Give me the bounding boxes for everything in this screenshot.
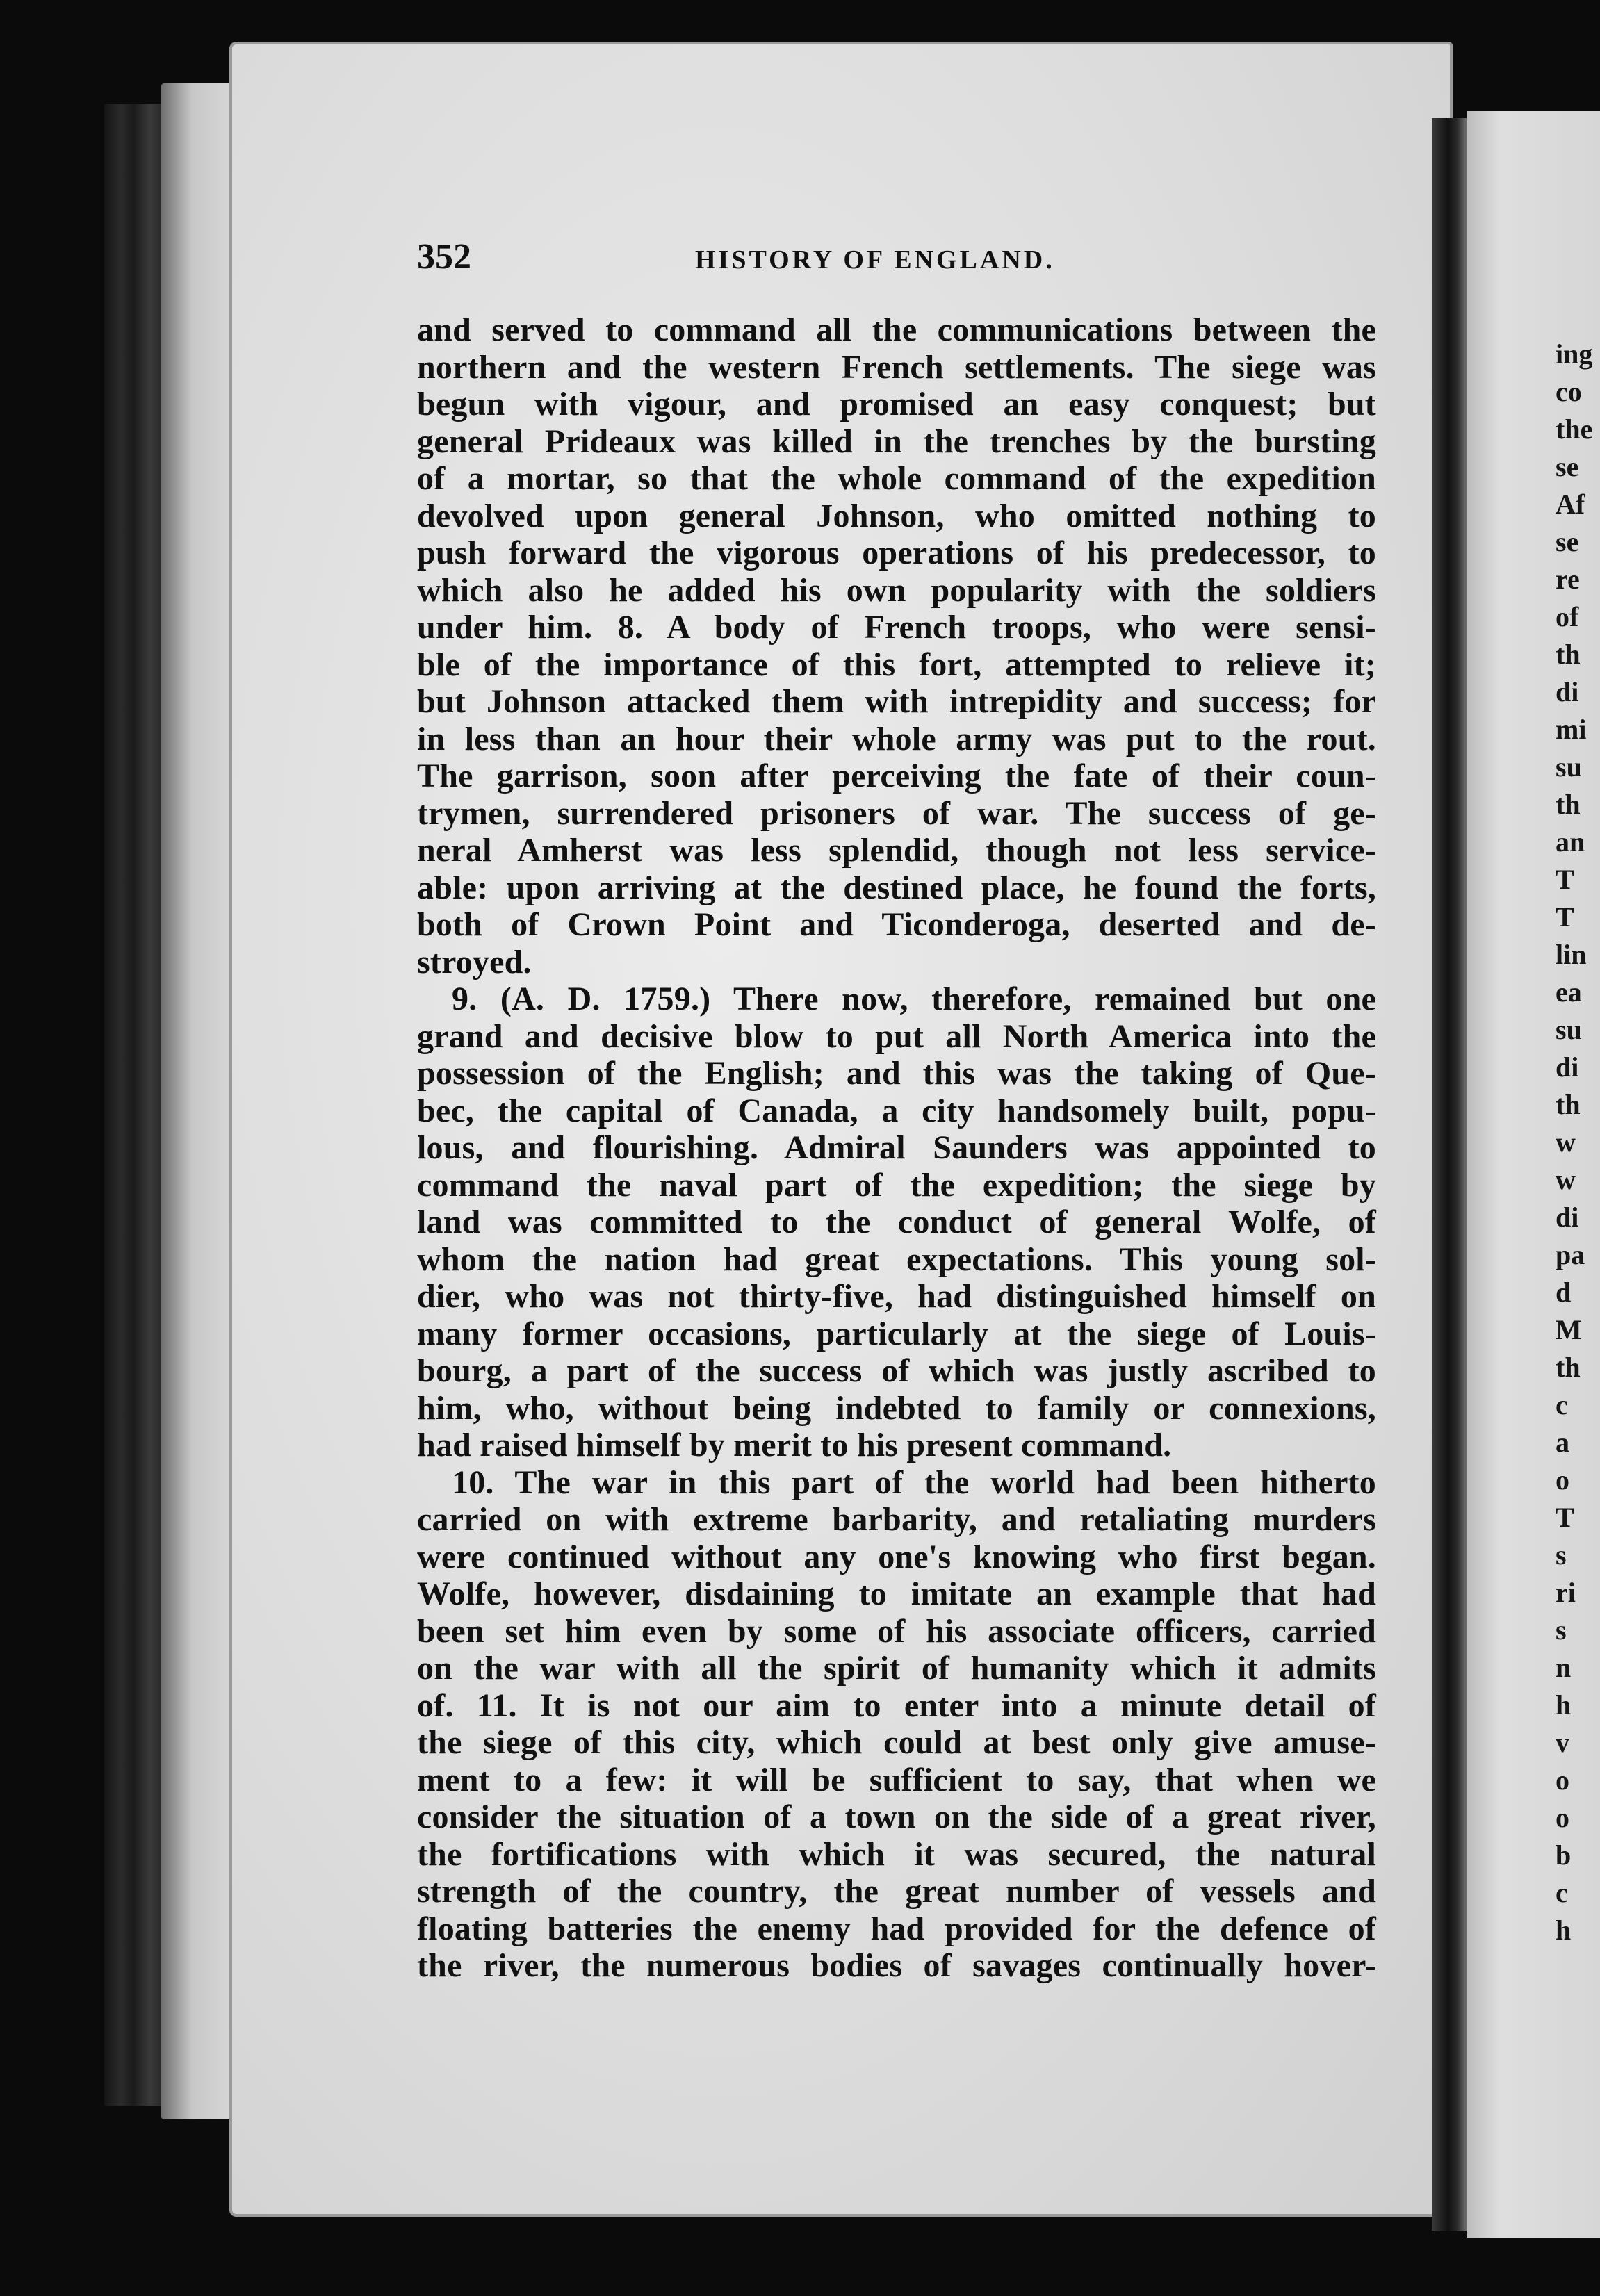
facing-page-fragment: M bbox=[1556, 1314, 1582, 1345]
facing-page-fragment: co bbox=[1556, 376, 1582, 407]
text-line: ment to a few: it will be sufficient to say, that when we bbox=[417, 1761, 1376, 1798]
facing-page-fragment: s bbox=[1556, 1614, 1567, 1646]
facing-page-fragment: ea bbox=[1556, 976, 1582, 1008]
text-line: possession of the English; and this was the taking of Que- bbox=[417, 1055, 1376, 1092]
text-line: general Prideaux was killed in the trenches by the bursting bbox=[417, 423, 1376, 460]
text-line: floating batteries the enemy had provided for the defence of bbox=[417, 1910, 1376, 1947]
facing-page-fragment: T bbox=[1556, 901, 1574, 933]
facing-page-fragment: w bbox=[1556, 1164, 1576, 1195]
page-number: 352 bbox=[417, 237, 471, 277]
facing-page-fragment: h bbox=[1556, 1689, 1572, 1721]
text-line: the siege of this city, which could at best only give amuse- bbox=[417, 1724, 1376, 1761]
text-line: grand and decisive blow to put all North America into the bbox=[417, 1017, 1376, 1055]
facing-page bbox=[1467, 111, 1600, 2238]
text-line: the fortifications with which it was secured, the natural bbox=[417, 1835, 1376, 1873]
text-line: had raised himself by merit to his present command. bbox=[417, 1427, 1172, 1463]
stacked-page-edges bbox=[161, 83, 238, 2119]
facing-page-fragment: c bbox=[1556, 1389, 1568, 1420]
facing-page-fragment: n bbox=[1556, 1652, 1572, 1683]
text-line: were continued without any one's knowing who first began. bbox=[417, 1538, 1376, 1575]
text-line: lous, and flourishing. Admiral Saunders was appointed to bbox=[417, 1129, 1376, 1166]
facing-page-fragment: s bbox=[1556, 1539, 1567, 1571]
text-line: whom the nation had great expectations. This young sol- bbox=[417, 1240, 1376, 1278]
text-line: push forward the vigorous operations of his predecessor, to bbox=[417, 534, 1376, 571]
facing-page-fragment: su bbox=[1556, 751, 1582, 782]
text-line: many former occasions, particularly at the siege of Louis- bbox=[417, 1315, 1376, 1352]
facing-page-fragment: v bbox=[1556, 1727, 1569, 1758]
facing-page-fragment: di bbox=[1556, 1051, 1579, 1083]
book-gutter bbox=[1432, 118, 1468, 2231]
text-line: been set him even by some of his associate officers, carried bbox=[417, 1612, 1376, 1650]
text-line: stroyed. bbox=[417, 943, 532, 981]
text-line: neral Amherst was less splendid, though not less service- bbox=[417, 832, 1376, 869]
text-line: and served to command all the communications between the bbox=[417, 311, 1376, 348]
text-line: begun with vigour, and promised an easy conquest; but bbox=[417, 386, 1376, 423]
text-line: strength of the country, the great number of vessels and bbox=[417, 1873, 1376, 1910]
text-line: devolved upon general Johnson, who omitted nothing to bbox=[417, 497, 1376, 534]
facing-page-fragment: th bbox=[1556, 1089, 1581, 1120]
text-line: him, who, without being indebted to family or connexions, bbox=[417, 1389, 1376, 1427]
text-line: ble of the importance of this fort, attempted to relieve it; bbox=[417, 646, 1376, 683]
text-line: northern and the western French settlements. The siege was bbox=[417, 348, 1376, 386]
text-line: but Johnson attacked them with intrepidity and success; for bbox=[417, 683, 1376, 720]
facing-page-fragment: mi bbox=[1556, 714, 1587, 745]
facing-page-fragment: su bbox=[1556, 1014, 1582, 1045]
facing-page-fragment: se bbox=[1556, 526, 1579, 557]
facing-page-fragment: di bbox=[1556, 1202, 1579, 1233]
facing-page-fragment: a bbox=[1556, 1427, 1569, 1458]
text-line: bec, the capital of Canada, a city handsomely built, popu- bbox=[417, 1092, 1376, 1129]
facing-page-fragment: th bbox=[1556, 789, 1581, 820]
paragraph-start: 9. (A. D. 1759.) There now, therefore, remained but one bbox=[452, 981, 1376, 1017]
facing-page-fragment: th bbox=[1556, 639, 1581, 670]
facing-page-fragment: o bbox=[1556, 1802, 1569, 1833]
facing-page-fragment: h bbox=[1556, 1914, 1572, 1946]
body-text bbox=[417, 311, 1376, 1985]
facing-page-fragment: an bbox=[1556, 826, 1585, 858]
text-line: bourg, a part of the success of which was justly ascribed to bbox=[417, 1352, 1376, 1389]
text-line: able: upon arriving at the destined place, he found the forts, bbox=[417, 869, 1376, 906]
facing-page-fragment: w bbox=[1556, 1126, 1576, 1158]
text-line: on the war with all the spirit of humanity which it admits bbox=[417, 1650, 1376, 1687]
text-line: in less than an hour their whole army was put to the rout. bbox=[417, 720, 1376, 757]
paragraph-start: 10. The war in this part of the world had been hitherto bbox=[452, 1463, 1376, 1501]
facing-page-fragment: c bbox=[1556, 1877, 1568, 1908]
facing-page-fragment: re bbox=[1556, 564, 1580, 595]
facing-page-fragment: pa bbox=[1556, 1239, 1585, 1270]
facing-page-fragment: T bbox=[1556, 864, 1574, 895]
text-line: command the naval part of the expedition; the siege by bbox=[417, 1166, 1376, 1204]
facing-page-fragment: lin bbox=[1556, 939, 1587, 970]
text-line: The garrison, soon after perceiving the fate of their coun- bbox=[417, 757, 1376, 794]
text-line: Wolfe, however, disdaining to imitate an example that had bbox=[417, 1575, 1376, 1612]
text-line: under him. 8. A body of French troops, who were sensi- bbox=[417, 609, 1376, 646]
text-line: of a mortar, so that the whole command of the expedition bbox=[417, 460, 1376, 497]
text-line: of. 11. It is not our aim to enter into a minute detail of bbox=[417, 1687, 1376, 1724]
text-line: dier, who was not thirty-five, had distinguished himself on bbox=[417, 1278, 1376, 1315]
text-line: both of Crown Point and Ticonderoga, deserted and de- bbox=[417, 906, 1376, 943]
facing-page-fragment: the bbox=[1556, 413, 1593, 445]
facing-page-fragment: d bbox=[1556, 1277, 1572, 1308]
facing-page-fragment: o bbox=[1556, 1464, 1569, 1495]
text-line: carried on with extreme barbarity, and retaliating murders bbox=[417, 1501, 1376, 1538]
running-title: HISTORY OF ENGLAND. bbox=[695, 245, 1055, 274]
facing-page-fragment: se bbox=[1556, 451, 1579, 482]
facing-page-fragment: o bbox=[1556, 1764, 1569, 1796]
text-line: consider the situation of a town on the side of a great river, bbox=[417, 1798, 1376, 1835]
text-line: land was committed to the conduct of general Wolfe, of bbox=[417, 1204, 1376, 1240]
text-line: which also he added his own popularity with the soldiers bbox=[417, 571, 1376, 609]
facing-page-fragment: b bbox=[1556, 1839, 1572, 1871]
text-line: trymen, surrendered prisoners of war. The success of ge- bbox=[417, 794, 1376, 832]
facing-page-fragment: ing bbox=[1556, 338, 1593, 370]
text-line: the river, the numerous bodies of savages continually hover- bbox=[417, 1947, 1376, 1984]
facing-page-fragment: T bbox=[1556, 1502, 1574, 1533]
facing-page-fragment: Af bbox=[1556, 489, 1585, 520]
facing-page-fragment: th bbox=[1556, 1352, 1581, 1383]
facing-page-fragment: of bbox=[1556, 601, 1579, 632]
facing-page-fragment: ri bbox=[1556, 1577, 1576, 1608]
facing-page-fragment: di bbox=[1556, 676, 1579, 707]
